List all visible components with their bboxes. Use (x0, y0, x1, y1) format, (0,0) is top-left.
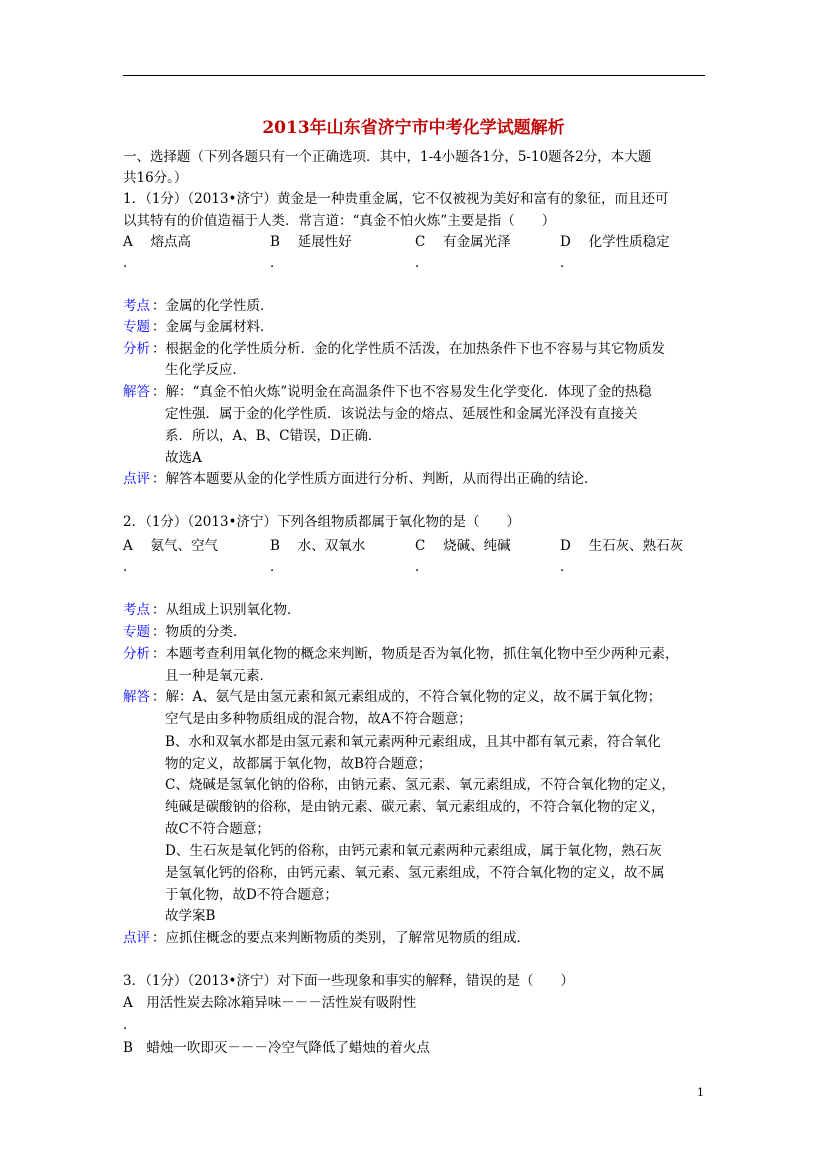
q2-option-a: A 氨气、空气 (123, 538, 219, 554)
q2-dot-c: ． (415, 559, 429, 575)
q2-option-b: B 水、双氧水 (270, 538, 366, 554)
q1-fenxi-cont: 生化学反应． (165, 362, 246, 378)
q2-option-c: C 烧碱、纯碱 (415, 538, 511, 554)
q1-kaodian: ：金属的化学性质． (152, 298, 274, 314)
q2-stem: 2．（1分）（2013•济宁）下列各组物质都属于氧化物的是（ ） (123, 514, 520, 530)
q1-dianping-label: 点评 (123, 471, 150, 487)
q1-jieda-label: 解答 (123, 384, 150, 400)
q2-answer: 故学案B (165, 908, 216, 924)
q1-jieda: ：解：“真金不怕火炼”说明金在高温条件下也不容易发生化学变化．体现了金的热稳 (152, 384, 652, 400)
q1-jieda-cont: 定性强．属于金的化学性质．该说法与金的熔点、延展性和金属光泽没有直接关 (165, 406, 638, 422)
q1-fenxi: ：根据金的化学性质分析．金的化学性质不活泼，在加热条件下也不容易与其它物质发 (152, 341, 665, 357)
q2-fenxi: ：本题考查利用氧化物的概念来判断，物质是否为氧化物，抓住氧化物中至少两种元素， (152, 646, 679, 662)
q1-dianping: ：解答本题要从金的化学性质方面进行分析、判断，从而得出正确的结论． (152, 471, 598, 487)
q2-jieda-label: 解答 (123, 689, 150, 705)
q2-jieda-cont: B、水和双氧水都是由氢元素和氧元素两种元素组成，且其中都有氧元素，符合氧化 (165, 734, 661, 750)
q1-answer: 故选A (165, 450, 202, 466)
q1-zhuanti: ：金属与金属材料． (152, 319, 274, 335)
q1-jieda-cont: 系．所以，A、B、C错误，D正确． (165, 428, 382, 444)
q3-stem: 3．（1分）（2013•济宁）对下面一些现象和事实的解释，错误的是（ ） (123, 973, 574, 989)
q1-dot-b: ． (270, 255, 284, 271)
q1-kaodian-label: 考点 (123, 298, 150, 314)
q2-jieda-cont: D、生石灰是氧化钙的俗称，由钙元素和氧元素两种元素组成，属于氧化物，熟石灰 (165, 843, 662, 859)
q2-jieda-cont: C、烧碱是氢氧化钠的俗称，由钠元素、氢元素、氧元素组成，不符合氧化物的定义， (165, 777, 675, 793)
q2-zhuanti-label: 专题 (123, 624, 150, 640)
section-heading-cont: 共16分。） (123, 170, 188, 186)
q1-stem-cont: 以其特有的价值造福于人类．常言道：“真金不怕火炼”主要是指（ ） (123, 213, 556, 229)
q2-fenxi-label: 分析 (123, 646, 150, 662)
q2-dianping-label: 点评 (123, 930, 150, 946)
q2-dianping: ：应抓住概念的要点来判断物质的类别，了解常见物质的组成． (152, 930, 530, 946)
q1-stem: 1．（1分）（2013•济宁）黄金是一种贵重金属，它不仅被视为美好和富有的象征，而且还可 (123, 191, 669, 207)
q1-dot-d: ． (560, 255, 574, 271)
q2-dot-d: ． (560, 559, 574, 575)
q2-dot-a: ． (123, 559, 137, 575)
q2-jieda-cont: 故C不符合题意； (165, 821, 270, 837)
q2-jieda-cont: 纯碱是碳酸钠的俗称，是由钠元素、碳元素、氧元素组成的，不符合氧化物的定义， (165, 799, 665, 815)
section-heading: 一、选择题（下列各题只有一个正确选项．其中，1-4小题各1分，5-10题各2分，本大题 (123, 149, 652, 165)
q1-zhuanti-label: 专题 (123, 319, 150, 335)
q1-option-b: B 延展性好 (270, 234, 352, 250)
q2-zhuanti: ：物质的分类． (152, 624, 247, 640)
q1-fenxi-label: 分析 (123, 341, 150, 357)
q1-option-d: D 化学性质稳定 (560, 234, 670, 250)
q1-option-a: A 熔点高 (123, 234, 192, 250)
q2-jieda-cont: 是氢氧化钙的俗称，由钙元素、氧元素、氢元素组成，不符合氧化物的定义，故不属 (165, 865, 665, 881)
q1-option-c: C 有金属光泽 (415, 234, 511, 250)
header-rule (123, 75, 705, 76)
document-title: 2013年山东省济宁市中考化学试题解析 (262, 118, 565, 138)
q2-jieda-cont: 空气是由多种物质组成的混合物，故A不符合题意； (165, 711, 472, 727)
q2-kaodian: ：从组成上识别氧化物． (152, 602, 301, 618)
q1-dot-a: ． (123, 255, 137, 271)
page-number: 1 (697, 1086, 704, 1099)
q1-dot-c: ． (415, 255, 429, 271)
q2-option-d: D 生石灰、熟石灰 (560, 538, 684, 554)
q2-jieda-cont: 于氧化物，故D不符合题意； (165, 887, 338, 903)
q2-jieda: ：解：A、氨气是由氢元素和氮元素组成的，不符合氧化物的定义，故不属于氧化物； (152, 689, 662, 705)
q2-dot-b: ． (270, 559, 284, 575)
q3-option-b: B 蜡烛一吹即灭－－－冷空气降低了蜡烛的着火点 (123, 1040, 430, 1056)
q3-option-a: A 用活性炭去除冰箱异味－－－活性炭有吸附性 (123, 995, 417, 1011)
q2-kaodian-label: 考点 (123, 602, 150, 618)
q3-dot-a: ． (123, 1017, 137, 1033)
q2-fenxi-cont: 且一种是氧元素． (165, 668, 273, 684)
q2-jieda-cont: 物的定义，故都属于氧化物，故B符合题意； (165, 756, 432, 772)
